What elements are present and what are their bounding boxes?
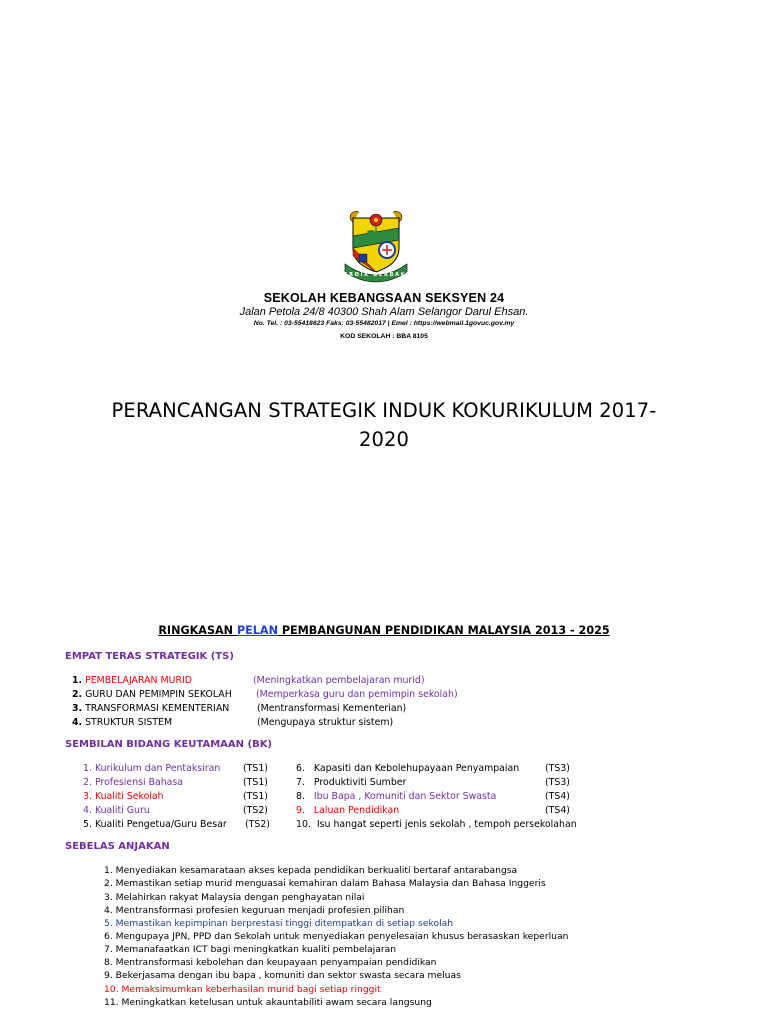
- anjakan-item: 5. Memastikan kepimpinan berprestasi tinggi ditempatkan di setiap sekolah: [104, 918, 454, 929]
- bidang-num: 8.: [296, 791, 305, 802]
- teras-label: STRUKTUR SISTEM: [85, 717, 173, 728]
- teras-label: GURU DAN PEMIMPIN SEKOLAH: [85, 689, 232, 700]
- summary-part2-link: PELAN: [236, 624, 278, 637]
- school-address: Jalan Petola 24/8 40300 Shah Alam Selangor Darul Ehsan.: [239, 306, 529, 318]
- teras-item: [72, 675, 192, 686]
- bidang-label: Kapasiti dan Kebolehupayaan Penyampaian: [313, 763, 520, 774]
- bidang-item: [296, 819, 577, 830]
- document-title-line1: PERANCANGAN STRATEGIK INDUK KOKURIKULUM 2017-: [111, 399, 657, 422]
- teras-desc: (Memperkasa guru dan pemimpin sekolah): [256, 689, 458, 700]
- anjakan-item: 8. Mentransformasi kebolehan dan keupayaan penyampaian pendidikan: [104, 957, 437, 968]
- bidang-label: Produktiviti Sumber: [313, 777, 407, 788]
- anjakan-item: 6. Mengupaya JPN, PPD dan Sekolah untuk menyediakan penyelesaian khusus berasaskan keperluan: [104, 931, 569, 942]
- teras-num: 1.: [72, 675, 83, 686]
- teras-label: TRANSFORMASI KEMENTERIAN: [85, 703, 230, 714]
- bidang-code: (TS2): [243, 805, 268, 816]
- summary-part3: PEMBANGUNAN PENDIDIKAN MALAYSIA 2013 - 2025: [277, 624, 610, 637]
- teras-num: 2.: [72, 689, 83, 700]
- bidang-num: 5.: [83, 819, 92, 830]
- anjakan-item: 11. Meningkatkan ketelusan untuk akauntabiliti awam secara langsung: [104, 997, 432, 1008]
- bidang-num: 6.: [296, 763, 305, 774]
- bidang-code: (TS3): [545, 763, 570, 774]
- bidang-code: (TS1): [243, 777, 268, 788]
- bidang-item: [296, 791, 496, 802]
- bidang-num: 9.: [296, 805, 305, 816]
- bidang-num: 2.: [83, 777, 92, 788]
- school-crest-logo: [331, 206, 421, 284]
- bidang-code: (TS4): [545, 805, 570, 816]
- anjakan-heading: SEBELAS ANJAKAN: [65, 841, 170, 852]
- bidang-item: [296, 763, 519, 774]
- bidang-item: [83, 791, 164, 802]
- bidang-item: [83, 763, 220, 774]
- bidang-code: (TS3): [545, 777, 570, 788]
- bidang-item: [296, 805, 399, 816]
- teras-num: 3.: [72, 703, 83, 714]
- teras-item: [72, 703, 229, 714]
- school-contact: No. Tel. : 03-55418623 Faks: 03-55482017 | Emel : https://webmail.1govuc.gov.my: [253, 320, 515, 327]
- anjakan-item: 10. Memaksimumkan keberhasilan murid bagi setiap ringgit: [104, 984, 381, 995]
- bidang-label: Kurikulum dan Pentaksiran: [94, 763, 221, 774]
- bidang-num: 1.: [83, 763, 92, 774]
- teras-desc: (Mengupaya struktur sistem): [257, 717, 394, 728]
- bidang-num: 7.: [296, 777, 305, 788]
- anjakan-item: 9. Bekerjasama dengan ibu bapa , komuniti dan sektor swasta secara meluas: [104, 970, 461, 981]
- anjakan-item: 3. Melahirkan rakyat Malaysia dengan penghayatan nilai: [104, 892, 365, 903]
- summary-heading: [0, 624, 768, 637]
- bidang-num: 4.: [83, 805, 92, 816]
- document-title: [0, 396, 768, 454]
- bidang-item: [83, 805, 150, 816]
- teras-item: [72, 689, 232, 700]
- bidang-item: [83, 819, 227, 830]
- bidang-label: Ibu Bapa , Komuniti dan Sektor Swasta: [313, 791, 497, 802]
- school-code: KOD SEKOLAH : BBA 8105: [340, 333, 428, 340]
- bidang-code: (TS4): [545, 791, 570, 802]
- bidang-num: 10.: [296, 819, 311, 830]
- bidang-label: Isu hangat seperti jenis sekolah , tempoh persekolahan: [316, 819, 577, 830]
- teras-item: [72, 717, 172, 728]
- teras-num: 4.: [72, 717, 83, 728]
- bidang-label: Profesiensi Bahasa: [94, 777, 184, 788]
- svg-text:C E R D I K B E R B A K T I: C E R D I K B E R B A K T I: [338, 272, 414, 278]
- teras-heading: EMPAT TERAS STRATEGIK (TS): [65, 651, 234, 662]
- anjakan-item: 4. Mentransformasi profesien keguruan menjadi profesien pilihan: [104, 905, 405, 916]
- bidang-label: Laluan Pendidikan: [313, 805, 400, 816]
- bidang-code: (TS2): [245, 819, 270, 830]
- bidang-item: [296, 777, 406, 788]
- teras-desc: (Mentransformasi Kementerian): [257, 703, 407, 714]
- bidang-heading: SEMBILAN BIDANG KEUTAMAAN (BK): [65, 739, 273, 750]
- bidang-code: (TS1): [243, 791, 268, 802]
- anjakan-item: 1. Menyediakan kesamarataan akses kepada pendidikan berkualiti bertaraf antarabangsa: [104, 865, 518, 876]
- anjakan-item: 2. Memastikan setiap murid menguasai kemahiran dalam Bahasa Malaysia dan Bahasa Inggeris: [104, 878, 546, 889]
- teras-desc: (Meningkatkan pembelajaran murid): [253, 675, 425, 686]
- bidang-code: (TS1): [243, 763, 268, 774]
- summary-part1: RINGKASAN: [158, 624, 237, 637]
- bidang-label: Kualiti Pengetua/Guru Besar: [94, 819, 227, 830]
- anjakan-item: 7. Memanafaatkan ICT bagi meningkatkan kualiti pembelajaran: [104, 944, 397, 955]
- bidang-num: 3.: [83, 791, 92, 802]
- bidang-label: Kualiti Guru: [94, 805, 150, 816]
- bidang-item: [83, 777, 183, 788]
- teras-label: PEMBELAJARAN MURID: [85, 675, 192, 686]
- bidang-label: Kualiti Sekolah: [94, 791, 164, 802]
- school-name: SEKOLAH KEBANGSAAN SEKSYEN 24: [263, 291, 505, 305]
- document-title-line2: 2020: [358, 428, 410, 451]
